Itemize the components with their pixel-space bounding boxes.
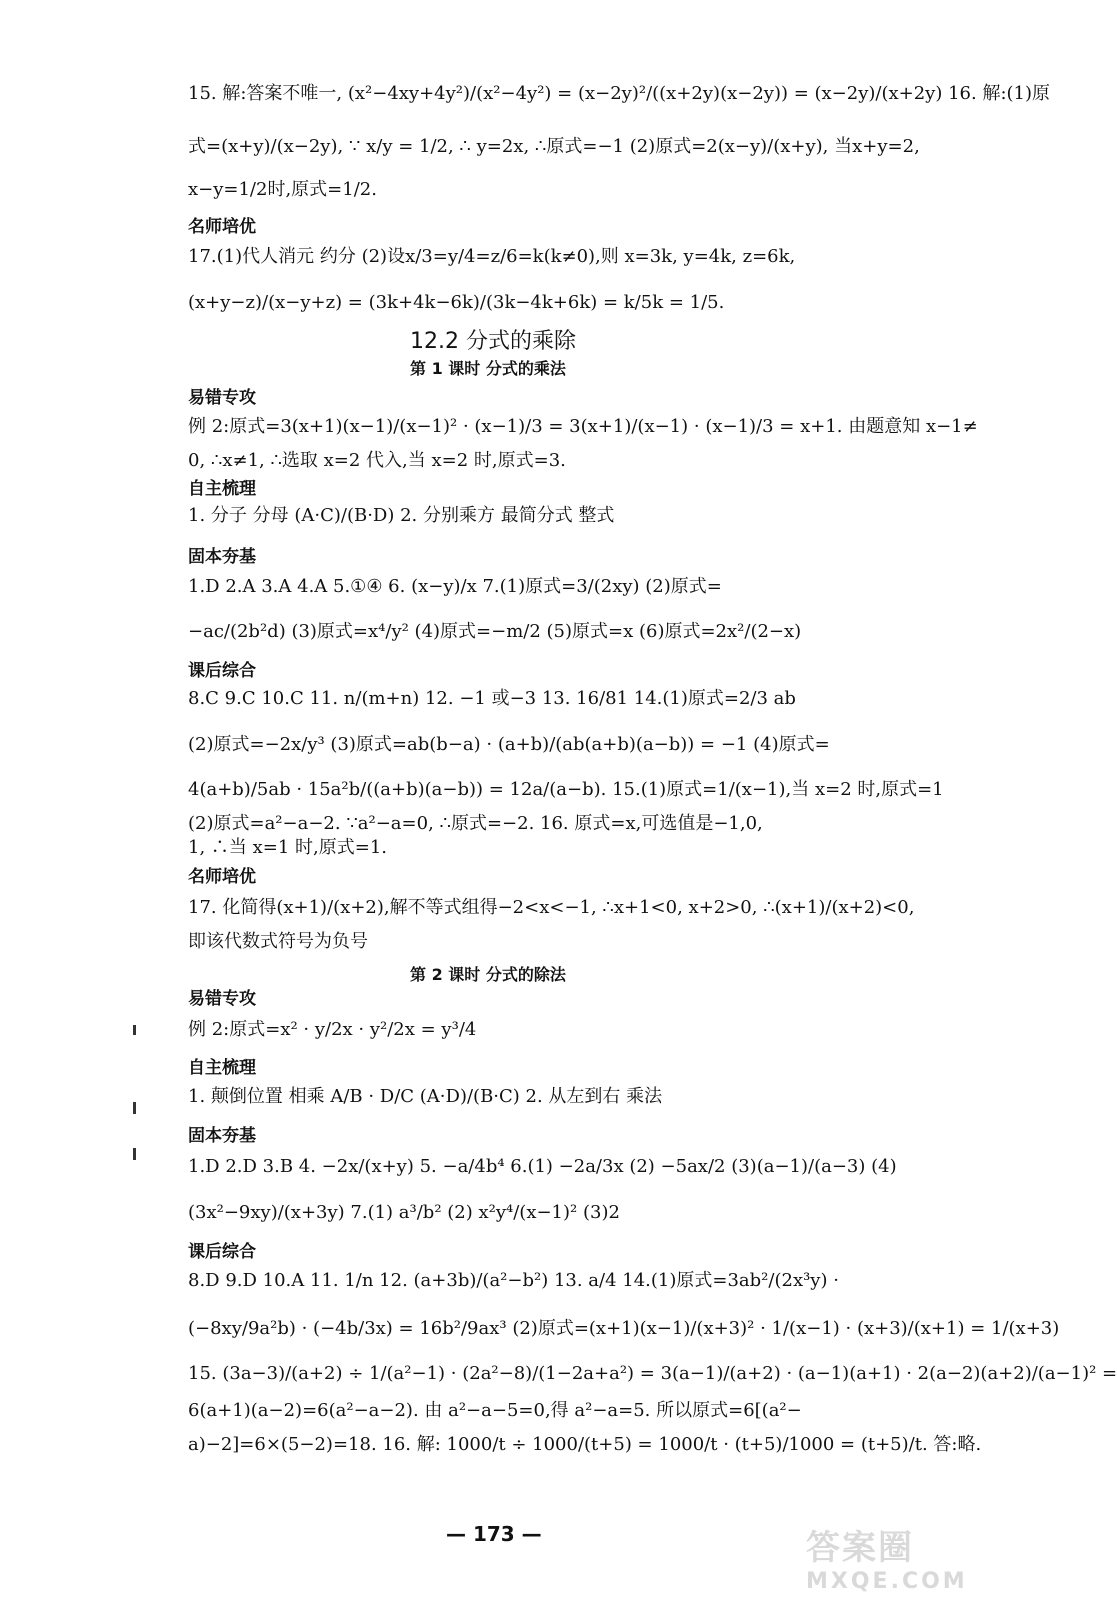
page-number: — 173 — [446,1522,542,1546]
watermark-text: 答案圈 [806,1528,914,1568]
watermark-url: MXQE.COM [806,1569,968,1594]
answer-line: (3x²−9xy)/(x+3y) 7.(1) a³/b² (2) x²y⁴/(x−1)² (3)2 [188,1202,620,1223]
watermark-logo [806,1520,976,1594]
answer-line: 1. 颠倒位置 相乘 A/B · D/C (A·D)/(B·C) 2. 从左到右 乘法 [188,1086,663,1107]
answer-line: 15. 解:答案不唯一, (x²−4xy+4y²)/(x²−4y²) = (x−2y)²/((x+2y)(x−2y)) = (x−2y)/(x+2y) 16. 解:(1)原 [188,83,1051,104]
answer-line: 8.D 9.D 10.A 11. 1/n 12. (a+3b)/(a²−b²) 13. a/4 14.(1)原式=3ab²/(2x³y) · [188,1270,839,1291]
answer-line: (−8xy/9a²b) · (−4b/3x) = 16b²/9ax³ (2)原式=(x+1)(x−1)/(x+3)² · 1/(x−1) · (x+3)/(x+1) = 1/(x+3) [188,1318,1060,1339]
section-heading: 易错专攻 [188,989,256,1009]
answer-line: 0, ∴x≠1, ∴选取 x=2 代入,当 x=2 时,原式=3. [188,450,566,471]
answer-line: (x+y−z)/(x−y+z) = (3k+4k−6k)/(3k−4k+6k) = k/5k = 1/5. [188,292,725,313]
scan-mark [133,1102,136,1114]
answer-line: 式=(x+y)/(x−2y), ∵ x/y = 1/2, ∴ y=2x, ∴原式=−1 (2)原式=2(x−y)/(x+y), 当x+y=2, [188,136,920,157]
answer-line: (2)原式=−2x/y³ (3)原式=ab(b−a) · (a+b)/(ab(a+b)(a−b)) = −1 (4)原式= [188,734,830,755]
answer-line: 4(a+b)/5ab · 15a²b/((a+b)(a−b)) = 12a/(a−b). 15.(1)原式=1/(x−1),当 x=2 时,原式=1 [188,779,944,800]
answer-line: 即该代数式符号为负号 [188,931,368,952]
answer-line: −ac/(2b²d) (3)原式=x⁴/y² (4)原式=−m/2 (5)原式=x (6)原式=2x²/(2−x) [188,621,802,642]
scan-mark [133,1148,136,1160]
answer-line: 1, ∴当 x=1 时,原式=1. [188,837,388,858]
scan-mark [133,1025,136,1035]
answer-line: 17.(1)代人消元 约分 (2)设x/3=y/4=z/6=k(k≠0),则 x=3k, y=4k, z=6k, [188,246,796,267]
section-heading: 自主梳理 [188,479,256,499]
section-heading: 课后综合 [188,1242,256,1262]
answer-line: 1.D 2.A 3.A 4.A 5.①④ 6. (x−y)/x 7.(1)原式=3/(2xy) (2)原式= [188,576,722,597]
answer-line: 17. 化简得(x+1)/(x+2),解不等式组得−2<x<−1, ∴x+1<0, x+2>0, ∴(x+1)/(x+2)<0, [188,897,915,918]
section-heading: 固本夯基 [188,1126,256,1146]
answer-line: 1.D 2.D 3.B 4. −2x/(x+y) 5. −a/4b⁴ 6.(1) −2a/3x (2) −5ax/2 (3)(a−1)/(a−3) (4) [188,1156,897,1177]
lesson-title: 第 1 课时 分式的乘法 [410,359,566,378]
section-heading: 固本夯基 [188,547,256,567]
lesson-title: 第 2 课时 分式的除法 [410,965,566,984]
section-heading: 自主梳理 [188,1058,256,1078]
section-heading: 课后综合 [188,661,256,681]
answer-line: 6(a+1)(a−2)=6(a²−a−2). 由 a²−a−5=0,得 a²−a=5. 所以原式=6[(a²− [188,1400,802,1421]
answer-line: 15. (3a−3)/(a+2) ÷ 1/(a²−1) · (2a²−8)/(1−2a+a²) = 3(a−1)/(a+2) · (a−1)(a+1) · 2(a−2)(a+2)/(a−1)² = [188,1363,1117,1384]
answer-line: 例 2:原式=3(x+1)(x−1)/(x−1)² · (x−1)/3 = 3(x+1)/(x−1) · (x−1)/3 = x+1. 由题意知 x−1≠ [188,416,978,437]
section-heading: 名师培优 [188,867,256,887]
answer-line: (2)原式=a²−a−2. ∵a²−a=0, ∴原式=−2. 16. 原式=x,可选值是−1,0, [188,813,763,834]
section-heading: 易错专攻 [188,388,256,408]
answer-line: 8.C 9.C 10.C 11. n/(m+n) 12. −1 或−3 13. 16/81 14.(1)原式=2/3 ab [188,688,796,709]
answer-line: 例 2:原式=x² · y/2x · y²/2x = y³/4 [188,1019,477,1040]
answer-line: x−y=1/2时,原式=1/2. [188,179,377,200]
section-heading: 名师培优 [188,217,256,237]
section-title: 12.2 分式的乘除 [410,329,576,354]
answer-line: a)−2]=6×(5−2)=18. 16. 解: 1000/t ÷ 1000/(t+5) = 1000/t · (t+5)/1000 = (t+5)/t. 答:略. [188,1434,982,1455]
answer-line: 1. 分子 分母 (A·C)/(B·D) 2. 分别乘方 最简分式 整式 [188,505,615,526]
